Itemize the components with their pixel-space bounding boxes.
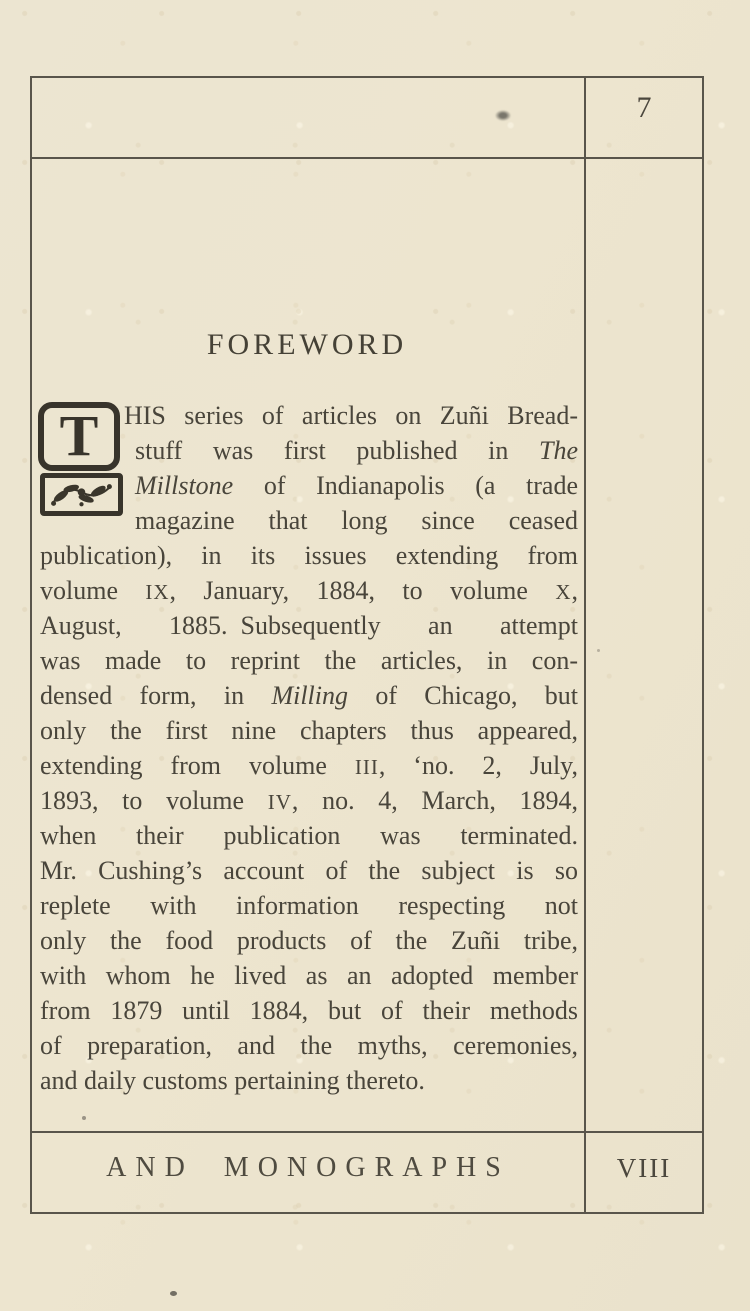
text-line: from 1879 until 1884, but of their methods (40, 996, 578, 1025)
text-line: 1893, to volume IV, no. 4, March, 1894, (40, 786, 578, 815)
text-line: only the first nine chapters thus appeared, (40, 716, 578, 745)
text-line: when their publication was terminated. (40, 821, 578, 850)
column-divider (584, 76, 586, 1214)
text-line: and daily customs pertaining thereto. (40, 1066, 425, 1095)
footer-rule (30, 1131, 704, 1133)
dropcap-letter: T (59, 402, 99, 468)
text-line: extending from volume III, ‘no. 2, July, (40, 751, 578, 780)
text-line: densed form, in Milling of Chicago, but (40, 681, 578, 710)
ink-smudge (495, 110, 511, 121)
paper-speck (170, 1291, 177, 1296)
text-line: replete with information respecting not (40, 891, 578, 920)
page-title: FOREWORD (206, 328, 408, 361)
text-line: only the food products of the Zuñi tribe, (40, 926, 578, 955)
text-line: stuff was first published in The (135, 436, 578, 465)
text-line: magazine that long since ceased (135, 506, 578, 535)
series-title: AND MONOGRAPHS (106, 1152, 510, 1183)
text-line: HIS series of articles on Zuñi Bread- (124, 401, 578, 430)
text-line: publication), in its issues extending from (40, 541, 578, 570)
text-line: August, 1885. Subsequently an attempt (40, 611, 578, 640)
paper-speck (597, 649, 600, 652)
header-rule (30, 157, 704, 159)
volume-number: VIII (616, 1153, 672, 1183)
paper-speck (82, 1116, 86, 1120)
text-line: Millstone of Indianapolis (a trade (135, 471, 578, 500)
text-line: with whom he lived as an adopted member (40, 961, 578, 990)
body-text (40, 398, 578, 1098)
page-number: 7 (636, 91, 652, 124)
text-line: was made to reprint the articles, in con- (40, 646, 578, 675)
text-line: of preparation, and the myths, ceremonies, (40, 1031, 578, 1060)
text-line: Mr. Cushing’s account of the subject is so (40, 856, 578, 885)
text-line: volume IX, January, 1884, to volume X, (40, 576, 578, 605)
